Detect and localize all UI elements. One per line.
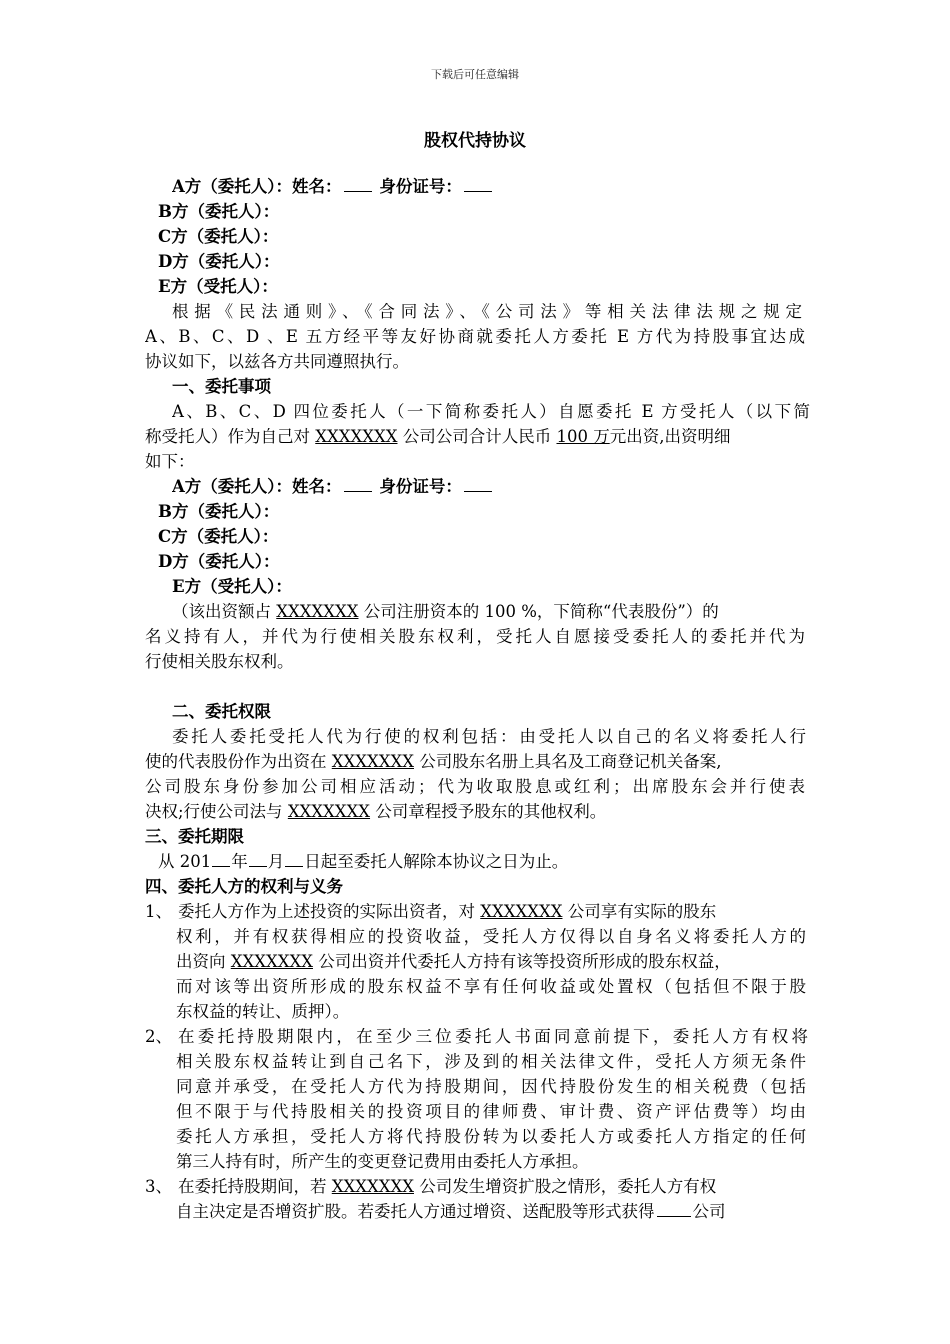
name-blank	[344, 177, 372, 192]
section-1-line-1: A、B、C、D 四位委托人（一下简称委托人）自愿委托 E 方受托人（以下简	[172, 402, 810, 421]
item-3-line-2: 自主决定是否增资扩股。若委托人方通过增资、送配股等形式获得 公司	[176, 1202, 726, 1221]
item-3-line-1: 在委托持股期间，若 XXXXXXX 公司发生增资扩股之情形，委托人方有权	[178, 1177, 717, 1196]
party-c-line-2: C方（委托人）：	[158, 527, 279, 546]
share-note-line-1: （该出资额占 XXXXXXX 公司注册资本的 100 %，下简称“代表股份”）的	[172, 602, 719, 621]
section-2-line-4: 决权;行使公司法与 XXXXXXX 公司章程授予股东的其他权利。	[145, 802, 607, 821]
item-2-line-4: 但不限于与代持股相关的投资项目的律师费、审计费、资产评估费等）均由	[176, 1102, 806, 1121]
party-e-line-2: E方（受托人）：	[172, 577, 292, 596]
party-c-line: C方（委托人）：	[158, 227, 279, 246]
item-2-line-2: 相关股东权益转让到自己名下，涉及到的相关法律文件，受托人方须无条件	[176, 1052, 806, 1071]
section-2-line-1: 委托人委托受托人代为行使的权利包括：由受托人以自己的名义将委托人行	[172, 727, 806, 746]
id-blank	[464, 177, 492, 192]
section-1-line-2: 称受托人）作为自己对 XXXXXXX 公司公司合计人民币 100 万元出资,出资明细	[145, 427, 731, 446]
id-blank	[464, 477, 492, 492]
name-blank	[344, 477, 372, 492]
document-title: 股权代持协议	[424, 131, 526, 151]
item-1-line-2: 权利，并有权获得相应的投资收益，受托人方仅得以自身名义将委托人方的	[176, 927, 806, 946]
party-a-line: A方（委托人）：姓名： 身份证号：	[172, 174, 842, 199]
amount: 100 万	[556, 427, 610, 446]
item-1-line-1: 委托人方作为上述投资的实际出资者，对 XXXXXXX 公司享有实际的股东	[178, 902, 717, 921]
section-2-line-3: 公司股东身份参加公司相应活动；代为收取股息或红利；出席股东会并行使表	[145, 777, 805, 796]
blank	[657, 1202, 691, 1217]
intro-line-1: 根据《民法通则》、《合同法》、《公司法》等相关法律法规之规定	[172, 302, 802, 321]
section-3-heading: 三、委托期限	[145, 827, 244, 846]
company-placeholder: XXXXXXX	[287, 802, 371, 821]
item-1-number: 1、	[145, 902, 172, 921]
party-e-line: E方（受托人）：	[158, 277, 278, 296]
intro-line-3: 协议如下，以兹各方共同遵照执行。	[145, 352, 409, 371]
party-d-line: D方（委托人）：	[158, 252, 280, 271]
item-2-number: 2、	[145, 1027, 172, 1046]
item-2-line-5: 委托人方承担，受托人方将代持股份转为以委托人方或委托人方指定的任何	[176, 1127, 806, 1146]
item-1-line-3: 出资向 XXXXXXX 公司出资并代委托人方持有该等投资所形成的股东权益，	[176, 952, 731, 971]
item-3-number: 3、	[145, 1177, 172, 1196]
item-2-line-1: 在委托持股期限内，在至少三位委托人书面同意前提下，委托人方有权将	[178, 1027, 808, 1046]
company-placeholder: XXXXXXX	[315, 427, 398, 446]
company-placeholder: XXXXXXX	[331, 752, 414, 771]
item-1-line-4: 而对该等出资所形成的股东权益不享有任何收益或处置权（包括但不限于股	[176, 977, 806, 996]
item-2-line-6: 第三人持有时，所产生的变更登记费用由委托人方承担。	[176, 1152, 589, 1171]
share-note-line-3: 行使相关股东权利。	[145, 652, 294, 671]
section-3-line-1: 从 201 年 月 日起至委托人解除本协议之日为止。	[158, 852, 569, 871]
section-2-line-2: 使的代表股份作为出资在 XXXXXXX 公司股东名册上具名及工商登记机关备案,	[145, 752, 722, 771]
item-1-line-5: 东权益的转让、质押）。	[176, 1002, 350, 1021]
section-2-heading: 二、委托权限	[172, 702, 271, 721]
party-b-line: B方（委托人）：	[158, 202, 280, 221]
intro-line-2: A、B、C、D 、E 五方经平等友好协商就委托人方委托 E 方代为持股事宜达成	[145, 327, 805, 346]
section-4-heading: 四、委托人方的权利与义务	[145, 877, 343, 896]
item-2-line-3: 同意并承受，在受托人方代为持股期间，因代持股份发生的相关税费（包括	[176, 1077, 806, 1096]
company-placeholder: XXXXXXX	[276, 602, 359, 621]
party-a-line-2: A方（委托人）：姓名： 身份证号：	[172, 474, 842, 499]
section-1-line-3: 如下：	[145, 452, 195, 471]
company-placeholder: XXXXXXX	[480, 902, 563, 921]
section-1-heading: 一、委托事项	[172, 377, 271, 396]
company-placeholder: XXXXXXX	[331, 1177, 414, 1196]
party-d-line-2: D方（委托人）：	[158, 552, 280, 571]
page-header: 下载后可任意编辑	[431, 68, 519, 81]
share-note-line-2: 名义持有人，并代为行使相关股东权利，受托人自愿接受委托人的委托并代为	[145, 627, 805, 646]
party-b-line-2: B方（委托人）：	[158, 502, 280, 521]
company-placeholder: XXXXXXX	[230, 952, 313, 971]
